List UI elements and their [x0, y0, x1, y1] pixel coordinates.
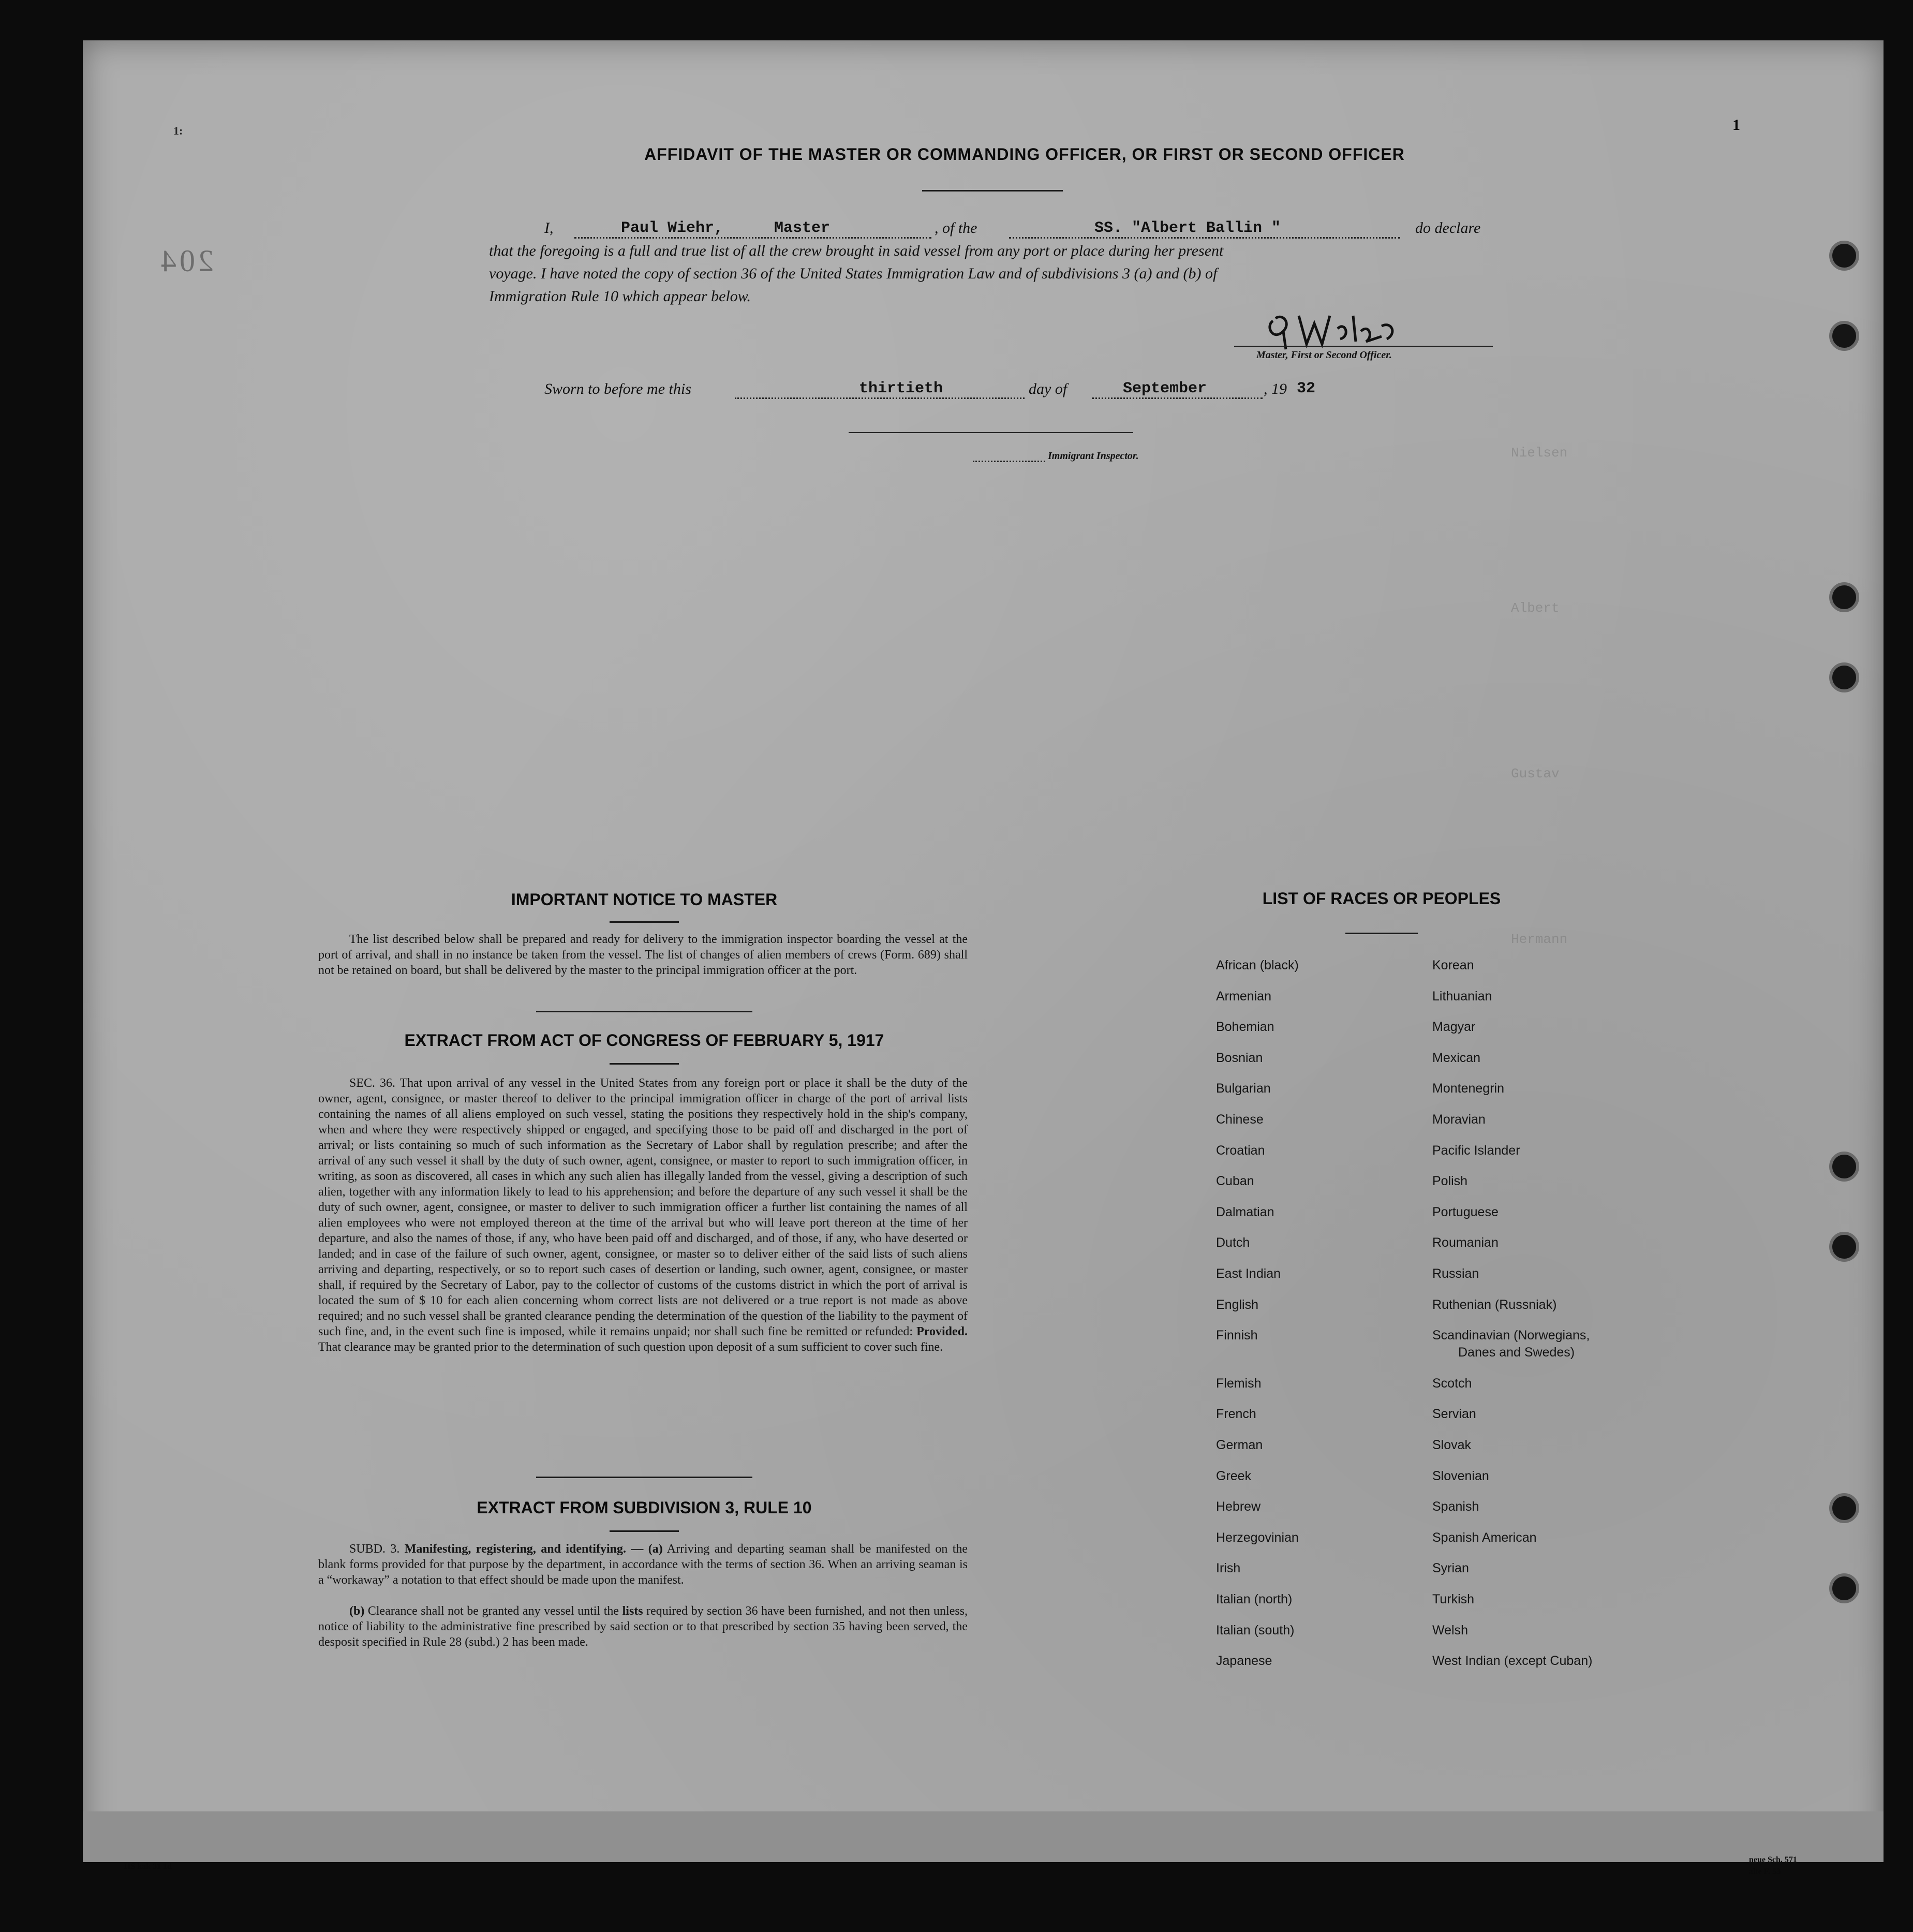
race-item: English: [1216, 1297, 1258, 1312]
year-value: 32: [1297, 380, 1316, 397]
race-item: Russian: [1432, 1266, 1479, 1281]
race-item: Servian: [1432, 1407, 1476, 1421]
provided-label: Provided.: [916, 1325, 968, 1338]
notice-title: IMPORTANT NOTICE TO MASTER: [511, 890, 778, 909]
master-name: Paul Wiehr,: [621, 219, 724, 237]
affidavit-line-3: voyage. I have noted the copy of section 36 of the United States Immigration Law and of subdivisions 3 (a) and (b) of: [489, 265, 1218, 282]
extract-rule-text-b: [318, 1603, 968, 1650]
race-item: Roumanian: [1432, 1235, 1499, 1250]
punch-hole: [1829, 321, 1859, 351]
subd-b-lists: lists: [622, 1604, 643, 1618]
year-prefix: , 19: [1264, 380, 1287, 397]
race-item: African (black): [1216, 958, 1299, 972]
race-item: Pacific Islander: [1432, 1143, 1520, 1158]
section-36-text: SEC. 36. That upon arrival of any vessel in the United States from any foreign port or place it shall be the duty of the owner, agent, consignee, or master thereof to deliver to the principal immigration officer in charge of the port of arrival lists containing the names of all aliens employed on such vessel, stating the positions they respectively hold in the ship's company, when and where they were respectively shipped or engaged, and specifying those to be paid off and discharged in the port of arrival; or lists containing so much of such information as the Secretary of Labor shall by regulation prescribe; and after the arrival of any such vessel it shall by the duty of such owner, agent, consignee, or master to report to such immigration officer, in writing, as soon as discovered, all cases in which any such alien has illegally landed from the vessel, giving a description of such alien, together with any information likely to lead to his apprehension; and before the departure of any such vessel it shall be the duty of such owner, agent, consignee, or master to deliver to such immigration officer a further list containing the names of all alien employees who were not employed thereon at the time of the arrival but who will leave port thereon at the time of her departure, and also the names of those, if any, who have been paid off and discharged, and of those, if any, who have deserted or landed; and in case of the failure of such owner, agent, consignee, or master so to deliver either of the said lists of such aliens arriving and departing, respectively, or so to report such cases of desertion or landing, such owner, agent, consignee, or master shall, if required by the Secretary of Labor, pay to the collector of customs of the customs district in which the port of arrival is located the sum of $ 10 for each alien concerning whom correct lists are not delivered or a true report is not made as above required; and no such vessel shall be granted clearance pending the determination of the question of the liability to the payment of such fine, and, in the event such fine is imposed, while it remains unpaid; nor shall such fine be remitted or refunded:: [318, 1076, 968, 1338]
do-declare-label: do declare: [1415, 219, 1481, 237]
extract-act-text: [318, 1075, 968, 1355]
vessel-name: SS. "Albert Ballin ": [1094, 219, 1281, 237]
page-bottom-edge: [83, 1811, 1884, 1862]
subd-b-label: (b): [349, 1604, 365, 1618]
race-item: Bohemian: [1216, 1020, 1274, 1034]
race-item: Bulgarian: [1216, 1081, 1271, 1096]
race-item: Polish: [1432, 1174, 1468, 1188]
form-code-right-1: neue Sch. 571: [1749, 1855, 1797, 1864]
race-item: Spanish American: [1432, 1530, 1537, 1545]
race-item: Welsh: [1432, 1623, 1469, 1638]
subd-b-text-1: Clearance shall not be granted any vessel until the: [367, 1604, 619, 1618]
extract-rule-underline: [610, 1530, 679, 1532]
inspector-signature-line: [849, 432, 1133, 433]
subd-a-label: — (a): [631, 1542, 663, 1556]
day-field-line: [735, 397, 1025, 399]
notice-text: The list described below shall be prepared and ready for delivery to the immigration inspector boarding the vessel at the port of arrival, and shall in no instance be taken from the vessel. The list of changes of alien members of crews (Form. 689) shall not be retained on board, but shall be delivered by the master to the principal immigration officer at the port.: [318, 933, 968, 977]
title-underline: [922, 190, 1063, 191]
section-divider: [536, 1477, 752, 1478]
signer-caption: Master, First or Second Officer.: [1256, 349, 1392, 361]
extract-rule-title: EXTRACT FROM SUBDIVISION 3, RULE 10: [477, 1498, 812, 1517]
form-code-left: HS kak 31 1d: [124, 1862, 172, 1871]
punch-hole: [1829, 1493, 1859, 1523]
race-item: Italian (south): [1216, 1623, 1295, 1638]
day-value: thirtieth: [859, 380, 943, 397]
master-signature: [1263, 305, 1418, 352]
punch-hole: [1829, 1152, 1859, 1182]
bleed-through-text: Gustav: [1511, 766, 1560, 781]
race-item: Slovenian: [1432, 1469, 1489, 1483]
race-item: Turkish: [1432, 1592, 1475, 1606]
affidavit-i-label: I,: [544, 219, 554, 237]
race-item: Flemish: [1216, 1376, 1262, 1391]
month-field-line: [1092, 397, 1263, 399]
race-item: Scotch: [1432, 1376, 1472, 1391]
subd-b-text-2: required by section 36 have been furnished, and not then unless, notice of liability to the administrative fine prescribed by said section or to that prescribed by section 35 having been served, the desposit specified in Rule 28 (subd.) 2 has been made.: [318, 1604, 968, 1649]
race-item: Lithuanian: [1432, 989, 1492, 1004]
margin-mark-top-left: 1:: [173, 124, 183, 137]
inspector-caption: Immigrant Inspector.: [1048, 450, 1139, 462]
race-item: Italian (north): [1216, 1592, 1293, 1606]
race-item: French: [1216, 1407, 1256, 1421]
of-the-label: , of the: [935, 219, 977, 237]
section-divider: [536, 1011, 752, 1012]
affidavit-line-2: that the foregoing is a full and true list of all the crew brought in said vessel from any port or place during her present: [489, 242, 1224, 259]
race-item: Croatian: [1216, 1143, 1265, 1158]
notice-underline: [610, 921, 679, 923]
form-code-right-2: alte F. 53: [1749, 1867, 1781, 1876]
race-item: Chinese: [1216, 1112, 1264, 1127]
subd-heading: Manifesting, registering, and identifying.: [404, 1542, 627, 1556]
race-item: Mexican: [1432, 1051, 1481, 1065]
punch-hole: [1829, 582, 1859, 612]
punch-hole: [1829, 662, 1859, 692]
race-item: Dutch: [1216, 1235, 1250, 1250]
subd-label: SUBD. 3.: [349, 1542, 400, 1556]
race-item: Magyar: [1432, 1020, 1476, 1034]
signature-line: [1234, 346, 1493, 347]
punch-hole: [1829, 1232, 1859, 1262]
races-title: LIST OF RACES OR PEOPLES: [1262, 889, 1501, 908]
race-item: Moravian: [1432, 1112, 1486, 1127]
race-item: Cuban: [1216, 1174, 1254, 1188]
race-item: Bosnian: [1216, 1051, 1263, 1065]
race-item: Irish: [1216, 1561, 1241, 1575]
affidavit-title: AFFIDAVIT OF THE MASTER OR COMMANDING OFFICER, OR FIRST OR SECOND OFFICER: [644, 145, 1405, 164]
subd-a-text: Arriving and departing seaman shall be manifested on the blank forms provided for that purpose by the department, in accordance with the terms of section 36. When an arriving seaman is a “workaway” a notation to that effect should be made upon the manifest.: [318, 1542, 968, 1587]
margin-mark-top-right: 1: [1732, 116, 1740, 134]
sworn-label: Sworn to before me this: [544, 380, 691, 397]
race-item: Dalmatian: [1216, 1205, 1274, 1219]
race-item: German: [1216, 1438, 1263, 1452]
bleed-through-text: Albert: [1511, 600, 1560, 616]
race-item: Montenegrin: [1432, 1081, 1504, 1096]
inspector-field-line: [973, 461, 1045, 462]
race-item: Finnish: [1216, 1328, 1258, 1343]
extract-act-underline: [610, 1063, 679, 1065]
race-item: Greek: [1216, 1469, 1252, 1483]
bleed-through-text: Nielsen: [1511, 445, 1568, 461]
race-item: Korean: [1432, 958, 1474, 972]
race-item: Slovak: [1432, 1438, 1472, 1452]
vessel-field-line: [1009, 237, 1400, 239]
race-item: Spanish: [1432, 1499, 1479, 1514]
stamp-number: 204: [158, 244, 214, 278]
race-item: Syrian: [1432, 1561, 1469, 1575]
race-item: Portuguese: [1432, 1205, 1499, 1219]
master-rank: Master: [774, 219, 831, 237]
bleed-through-text: Hermann: [1511, 932, 1568, 947]
race-item: East Indian: [1216, 1266, 1281, 1281]
race-item: West Indian (except Cuban): [1432, 1654, 1593, 1668]
race-item: Herzegovinian: [1216, 1530, 1299, 1545]
extract-rule-text-a: [318, 1541, 968, 1588]
punch-hole: [1829, 241, 1859, 271]
day-of-label: day of: [1029, 380, 1067, 397]
name-field-line: [574, 237, 931, 239]
extract-act-title: EXTRACT FROM ACT OF CONGRESS OF FEBRUARY 5, 1917: [404, 1031, 884, 1050]
races-underline: [1345, 933, 1418, 934]
month-value: September: [1123, 380, 1207, 397]
race-item: Ruthenian (Russniak): [1432, 1297, 1557, 1312]
race-item: Japanese: [1216, 1654, 1272, 1668]
affidavit-line-4: Immigration Rule 10 which appear below.: [489, 288, 751, 305]
section-36-tail: That clearance may be granted prior to the determination of such question upon deposit of a sum sufficient to cover such fine.: [318, 1340, 943, 1354]
race-item: Armenian: [1216, 989, 1271, 1004]
punch-hole: [1829, 1573, 1859, 1603]
race-item: Danes and Swedes): [1458, 1345, 1575, 1360]
race-item: Scandinavian (Norwegians,: [1432, 1328, 1590, 1343]
race-item: Hebrew: [1216, 1499, 1261, 1514]
